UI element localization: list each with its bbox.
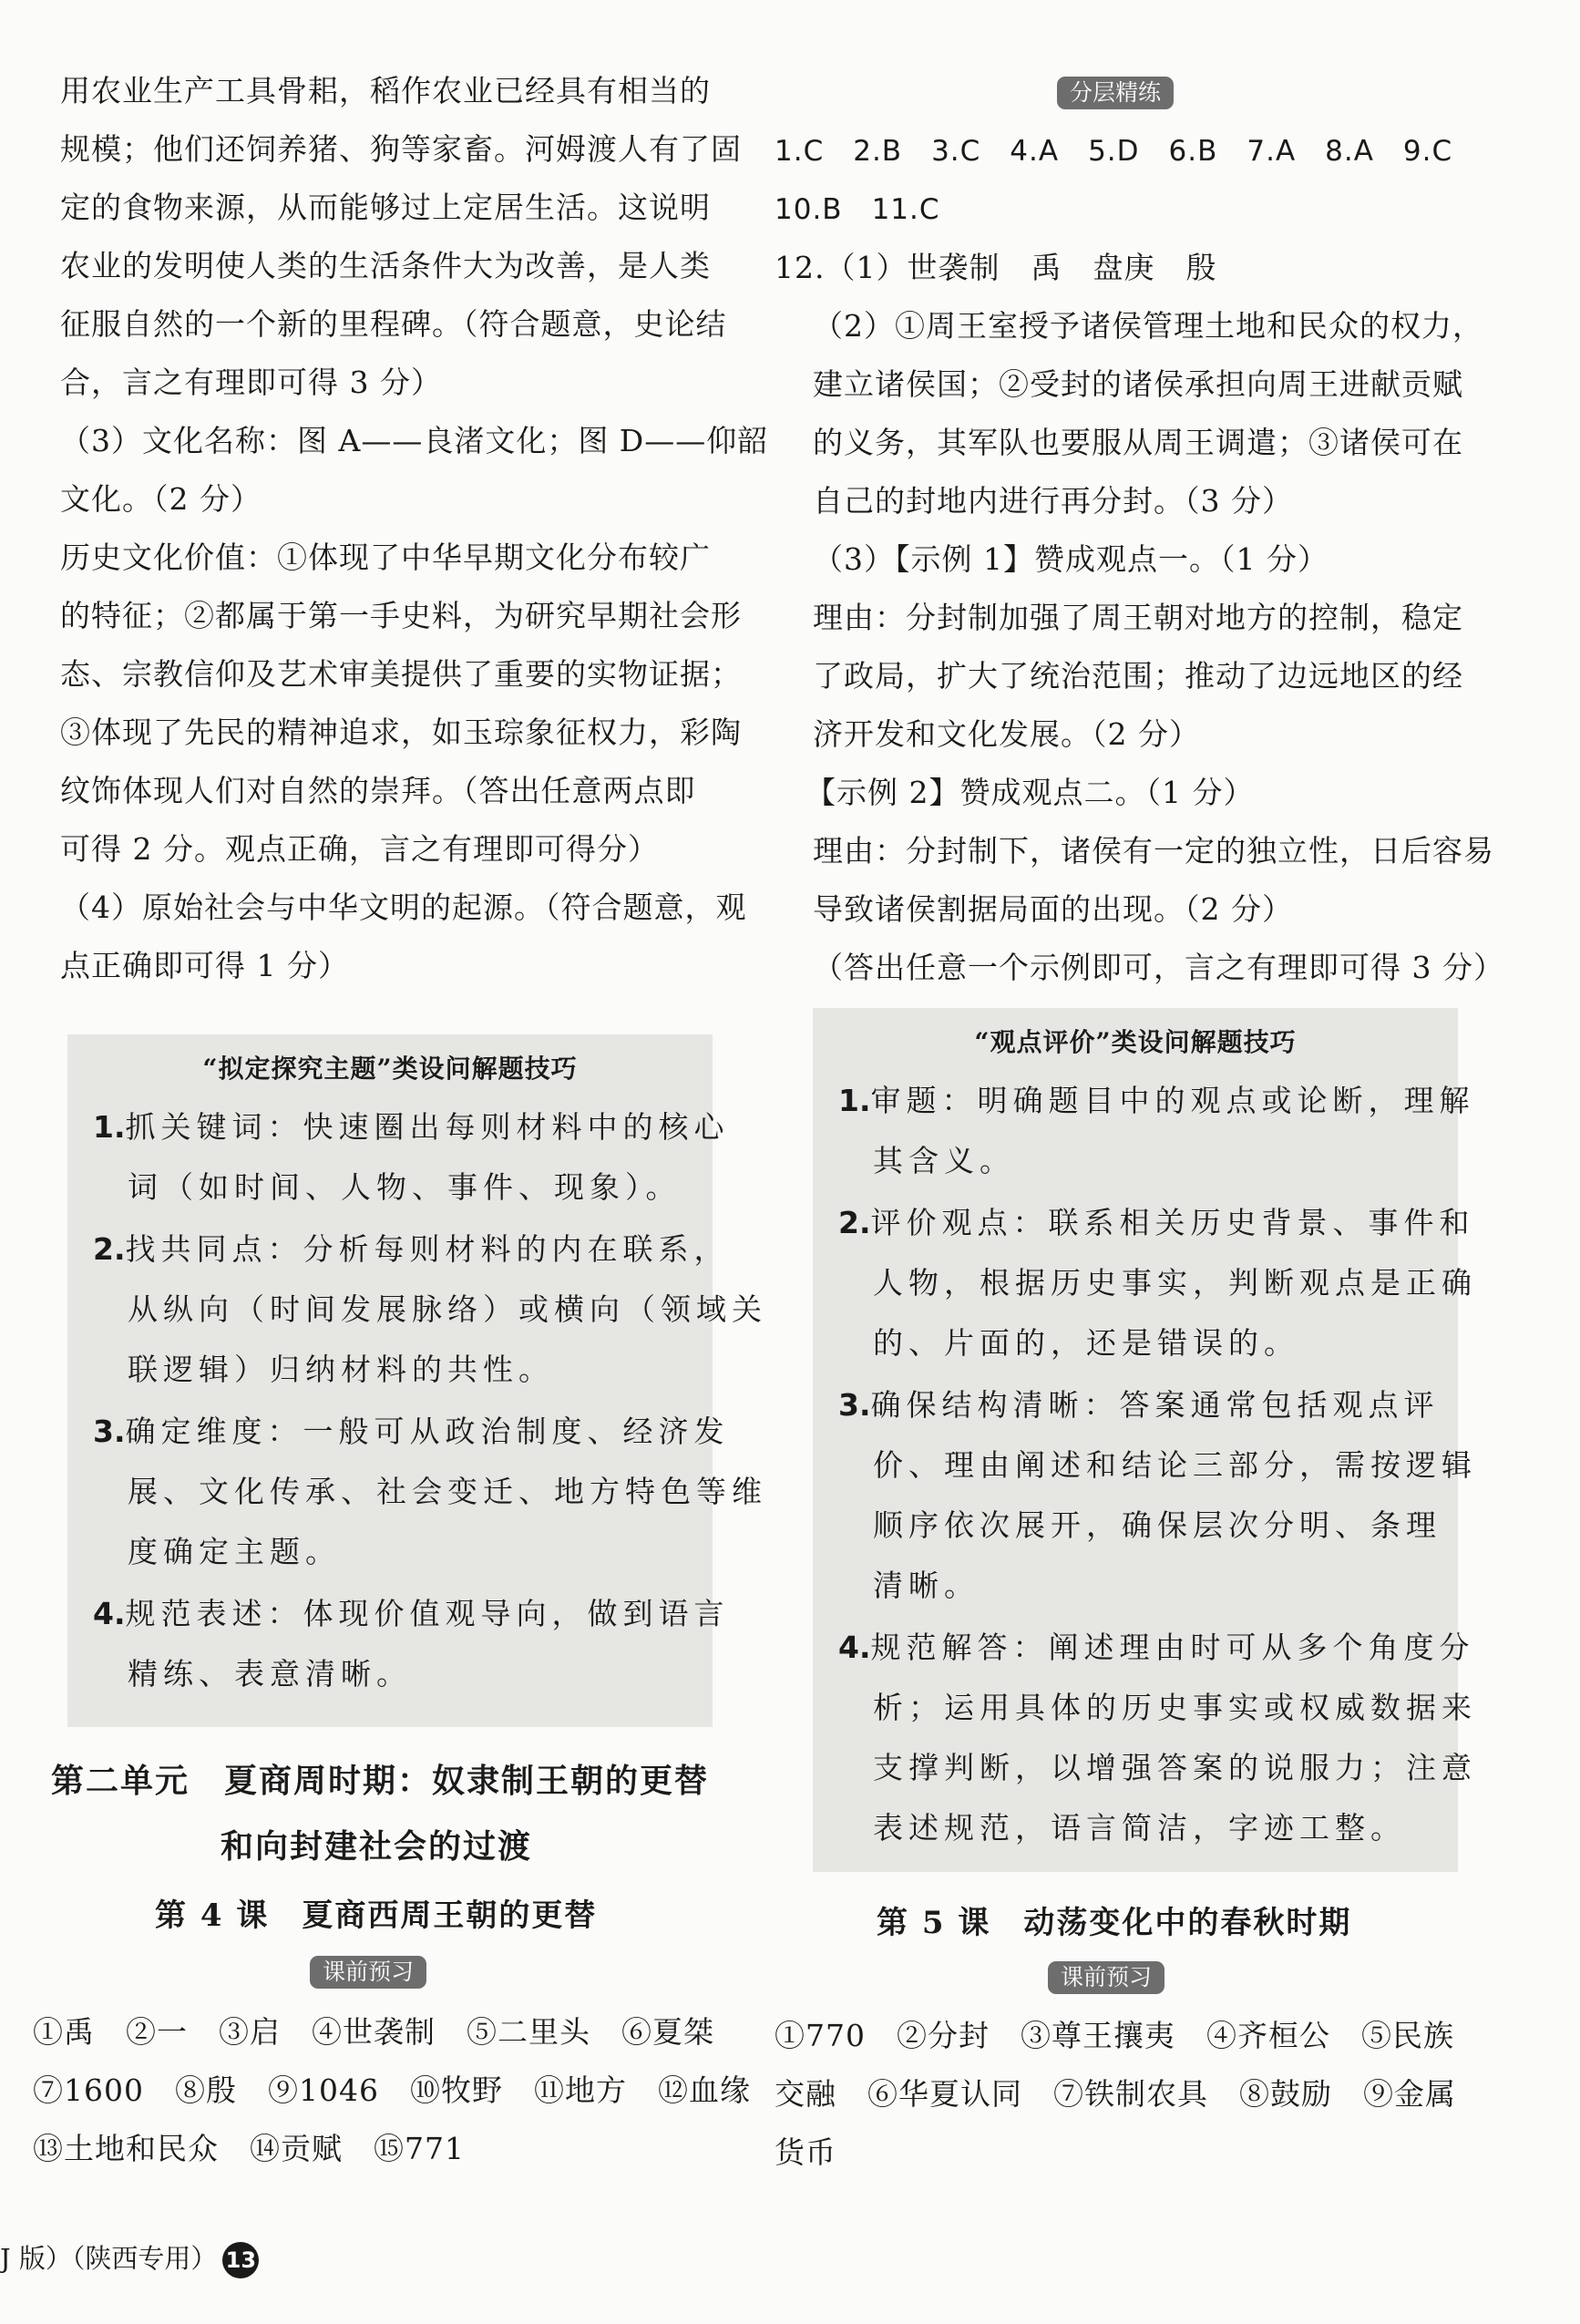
text-line: ③体现了先民的精神追求，如玉琮象征权力，彩陶 bbox=[60, 715, 742, 750]
tip-item bbox=[93, 1109, 730, 1146]
text-line: 合，言之有理即可得 3 分） bbox=[60, 365, 442, 400]
tip-item bbox=[93, 1414, 730, 1450]
q12-line: （2）①周王室授予诸侯管理土地和民众的权力， bbox=[813, 308, 1483, 344]
tip-number: 4. bbox=[93, 1596, 126, 1631]
q12-line: 自己的封地内进行再分封。（3 分） bbox=[813, 483, 1293, 519]
text-line: 点正确即可得 1 分） bbox=[60, 948, 349, 983]
tip-item bbox=[93, 1231, 730, 1268]
tip-text: 确定维度：一般可从政治制度、经济发 bbox=[125, 1414, 730, 1449]
text-line: 的特征；②都属于第一手史料，为研究早期社会形 bbox=[60, 598, 742, 633]
preview-label: 课前预习 bbox=[310, 1956, 426, 1989]
tip-text: 展、文化传承、社会变迁、地方特色等维 bbox=[128, 1474, 767, 1509]
tip-title: “拟定探究主题”类设问解题技巧 bbox=[202, 1054, 578, 1084]
q12-line: 济开发和文化发展。（2 分） bbox=[813, 716, 1200, 752]
text-line: 文化。（2 分） bbox=[60, 481, 262, 517]
tip-text: 的、片面的，还是错误的。 bbox=[873, 1325, 1299, 1361]
q12-line: （3）【示例 1】赞成观点一。（1 分） bbox=[813, 541, 1329, 577]
footer bbox=[0, 2238, 259, 2278]
tip-number: 3. bbox=[93, 1414, 126, 1449]
tip-item bbox=[838, 1387, 1440, 1424]
tip-text: 抓关键词：快速圈出每则材料中的核心 bbox=[125, 1109, 730, 1145]
tip-item bbox=[838, 1205, 1475, 1241]
unit-title: 第二单元 夏商周时期：奴隶制王朝的更替 bbox=[51, 1762, 710, 1800]
tip-number: 2. bbox=[93, 1231, 126, 1267]
q12-line: 的义务，其军队也要服从周王调遣；③诸侯可在 bbox=[813, 425, 1463, 460]
text-line: 纹饰体现人们对自然的崇拜。（答出任意两点即 bbox=[60, 773, 696, 808]
tip-text: 精练、表意清晰。 bbox=[128, 1656, 412, 1692]
preview-line: ⑬土地和民众 ⑭贡赋 ⑮771 bbox=[33, 2131, 465, 2166]
tip-number: 4. bbox=[838, 1630, 871, 1665]
text-line: （4）原始社会与中华文明的起源。（符合题意，观 bbox=[60, 889, 747, 925]
text-line: 征服自然的一个新的里程碑。（符合题意，史论结 bbox=[60, 306, 727, 342]
tip-text: 表述规范，语言简洁，字迹工整。 bbox=[873, 1810, 1406, 1846]
tip-text: 评价观点：联系相关历史背景、事件和 bbox=[870, 1205, 1475, 1240]
tip-number: 1. bbox=[838, 1083, 871, 1118]
tip-box-viewpoint-evaluation bbox=[813, 1008, 1477, 1872]
tip-text: 规范解答：阐述理由时可从多个角度分 bbox=[870, 1630, 1475, 1665]
text-line: 可得 2 分。观点正确，言之有理即可得分） bbox=[60, 831, 659, 867]
tip-number: 2. bbox=[838, 1205, 871, 1240]
preview-line: ①770 ②分封 ③尊王攘夷 ④齐桓公 ⑤民族 bbox=[775, 2018, 1454, 2053]
practice-label: 分层精练 bbox=[1057, 77, 1174, 109]
tip-text: 联逻辑）归纳材料的共性。 bbox=[128, 1352, 554, 1387]
tip-text: 析；运用具体的历史事实或权威数据来 bbox=[873, 1690, 1477, 1725]
q12-line: 了政局，扩大了统治范围；推动了边远地区的经 bbox=[813, 658, 1463, 694]
mc-answers: 1.C 2.B 3.C 4.A 5.D 6.B 7.A 8.A 9.C bbox=[775, 135, 1453, 168]
lesson-title: 第 5 课 动荡变化中的春秋时期 bbox=[877, 1905, 1352, 1941]
tip-text: 词（如时间、人物、事件、现象）。 bbox=[128, 1169, 682, 1205]
tip-item bbox=[93, 1596, 730, 1632]
tip-text: 人物，根据历史事实，判断观点是正确 bbox=[873, 1265, 1477, 1301]
q12-line: 理由：分封制加强了周王朝对地方的控制，稳定 bbox=[813, 600, 1463, 635]
tip-text: 度确定主题。 bbox=[128, 1534, 341, 1569]
preview-line: ⑦1600 ⑧殷 ⑨1046 ⑩牧野 ⑪地方 ⑫血缘 bbox=[33, 2072, 751, 2108]
unit-title: 和向封建社会的过渡 bbox=[221, 1827, 533, 1866]
tip-text: 审题：明确题目中的观点或论断，理解 bbox=[870, 1083, 1475, 1118]
tip-box-explore-theme bbox=[67, 1034, 767, 1727]
tip-text: 清晰。 bbox=[873, 1568, 980, 1603]
q12-line: 建立诸侯国；②受封的诸侯承担向周王进献贡赋 bbox=[813, 366, 1463, 402]
preview-line: 交融 ⑥华夏认同 ⑦铁制农具 ⑧鼓励 ⑨金属 bbox=[775, 2076, 1456, 2112]
text-line: 历史文化价值：①体现了中华早期文化分布较广 bbox=[60, 540, 711, 575]
text-line: 用农业生产工具骨耜，稻作农业已经具有相当的 bbox=[60, 73, 711, 108]
tip-item bbox=[838, 1630, 1475, 1666]
mc-answers: 10.B 11.C bbox=[775, 193, 940, 226]
tip-item bbox=[838, 1083, 1475, 1119]
tip-text: 确保结构清晰：答案通常包括观点评 bbox=[870, 1387, 1440, 1423]
text-line: 态、宗教信仰及艺术审美提供了重要的实物证据； bbox=[60, 656, 742, 692]
tip-text: 找共同点：分析每则材料的内在联系， bbox=[125, 1231, 730, 1267]
preview-line: 货币 bbox=[775, 2134, 836, 2170]
edition-label: J 版）（陕西专用） bbox=[0, 2243, 218, 2274]
tip-text: 规范表述：体现价值观导向，做到语言 bbox=[125, 1596, 730, 1631]
tip-number: 1. bbox=[93, 1109, 126, 1145]
page-number-badge: 13 bbox=[222, 2242, 259, 2278]
preview-label: 课前预习 bbox=[1048, 1961, 1164, 1994]
text-line: 农业的发明使人类的生活条件大为改善，是人类 bbox=[60, 248, 711, 283]
text-line: 定的食物来源，从而能够过上定居生活。这说明 bbox=[60, 190, 711, 225]
tip-text: 支撑判断，以增强答案的说服力；注意 bbox=[873, 1750, 1477, 1785]
lesson-title: 第 4 课 夏商西周王朝的更替 bbox=[155, 1897, 598, 1934]
tip-text: 其含义。 bbox=[873, 1143, 1015, 1178]
q12-line: （答出任意一个示例即可，言之有理即可得 3 分） bbox=[813, 950, 1504, 985]
q12-line: 导致诸侯割据局面的出现。（2 分） bbox=[813, 891, 1293, 927]
preview-line: ①禹 ②一 ③启 ④世袭制 ⑤二里头 ⑥夏桀 bbox=[33, 2014, 714, 2050]
q12-line: 【示例 2】赞成观点二。（1 分） bbox=[805, 775, 1255, 810]
tip-number: 3. bbox=[838, 1387, 871, 1423]
q12-line: 理由：分封制下，诸侯有一定的独立性，日后容易 bbox=[813, 833, 1494, 869]
q12-line: 12.（1）世袭制 禹 盘庚 殷 bbox=[775, 250, 1217, 285]
tip-text: 从纵向（时间发展脉络）或横向（领域关 bbox=[128, 1291, 767, 1327]
tip-text: 价、理由阐述和结论三部分，需按逻辑 bbox=[873, 1447, 1477, 1483]
tip-text: 顺序依次展开，确保层次分明、条理 bbox=[873, 1507, 1441, 1543]
tip-title: “观点评价”类设问解题技巧 bbox=[974, 1027, 1297, 1057]
text-line: 规模；他们还饲养猪、狗等家畜。河姆渡人有了固 bbox=[60, 131, 742, 167]
text-line: （3）文化名称：图 A——良渚文化；图 D——仰韶 bbox=[60, 423, 769, 458]
